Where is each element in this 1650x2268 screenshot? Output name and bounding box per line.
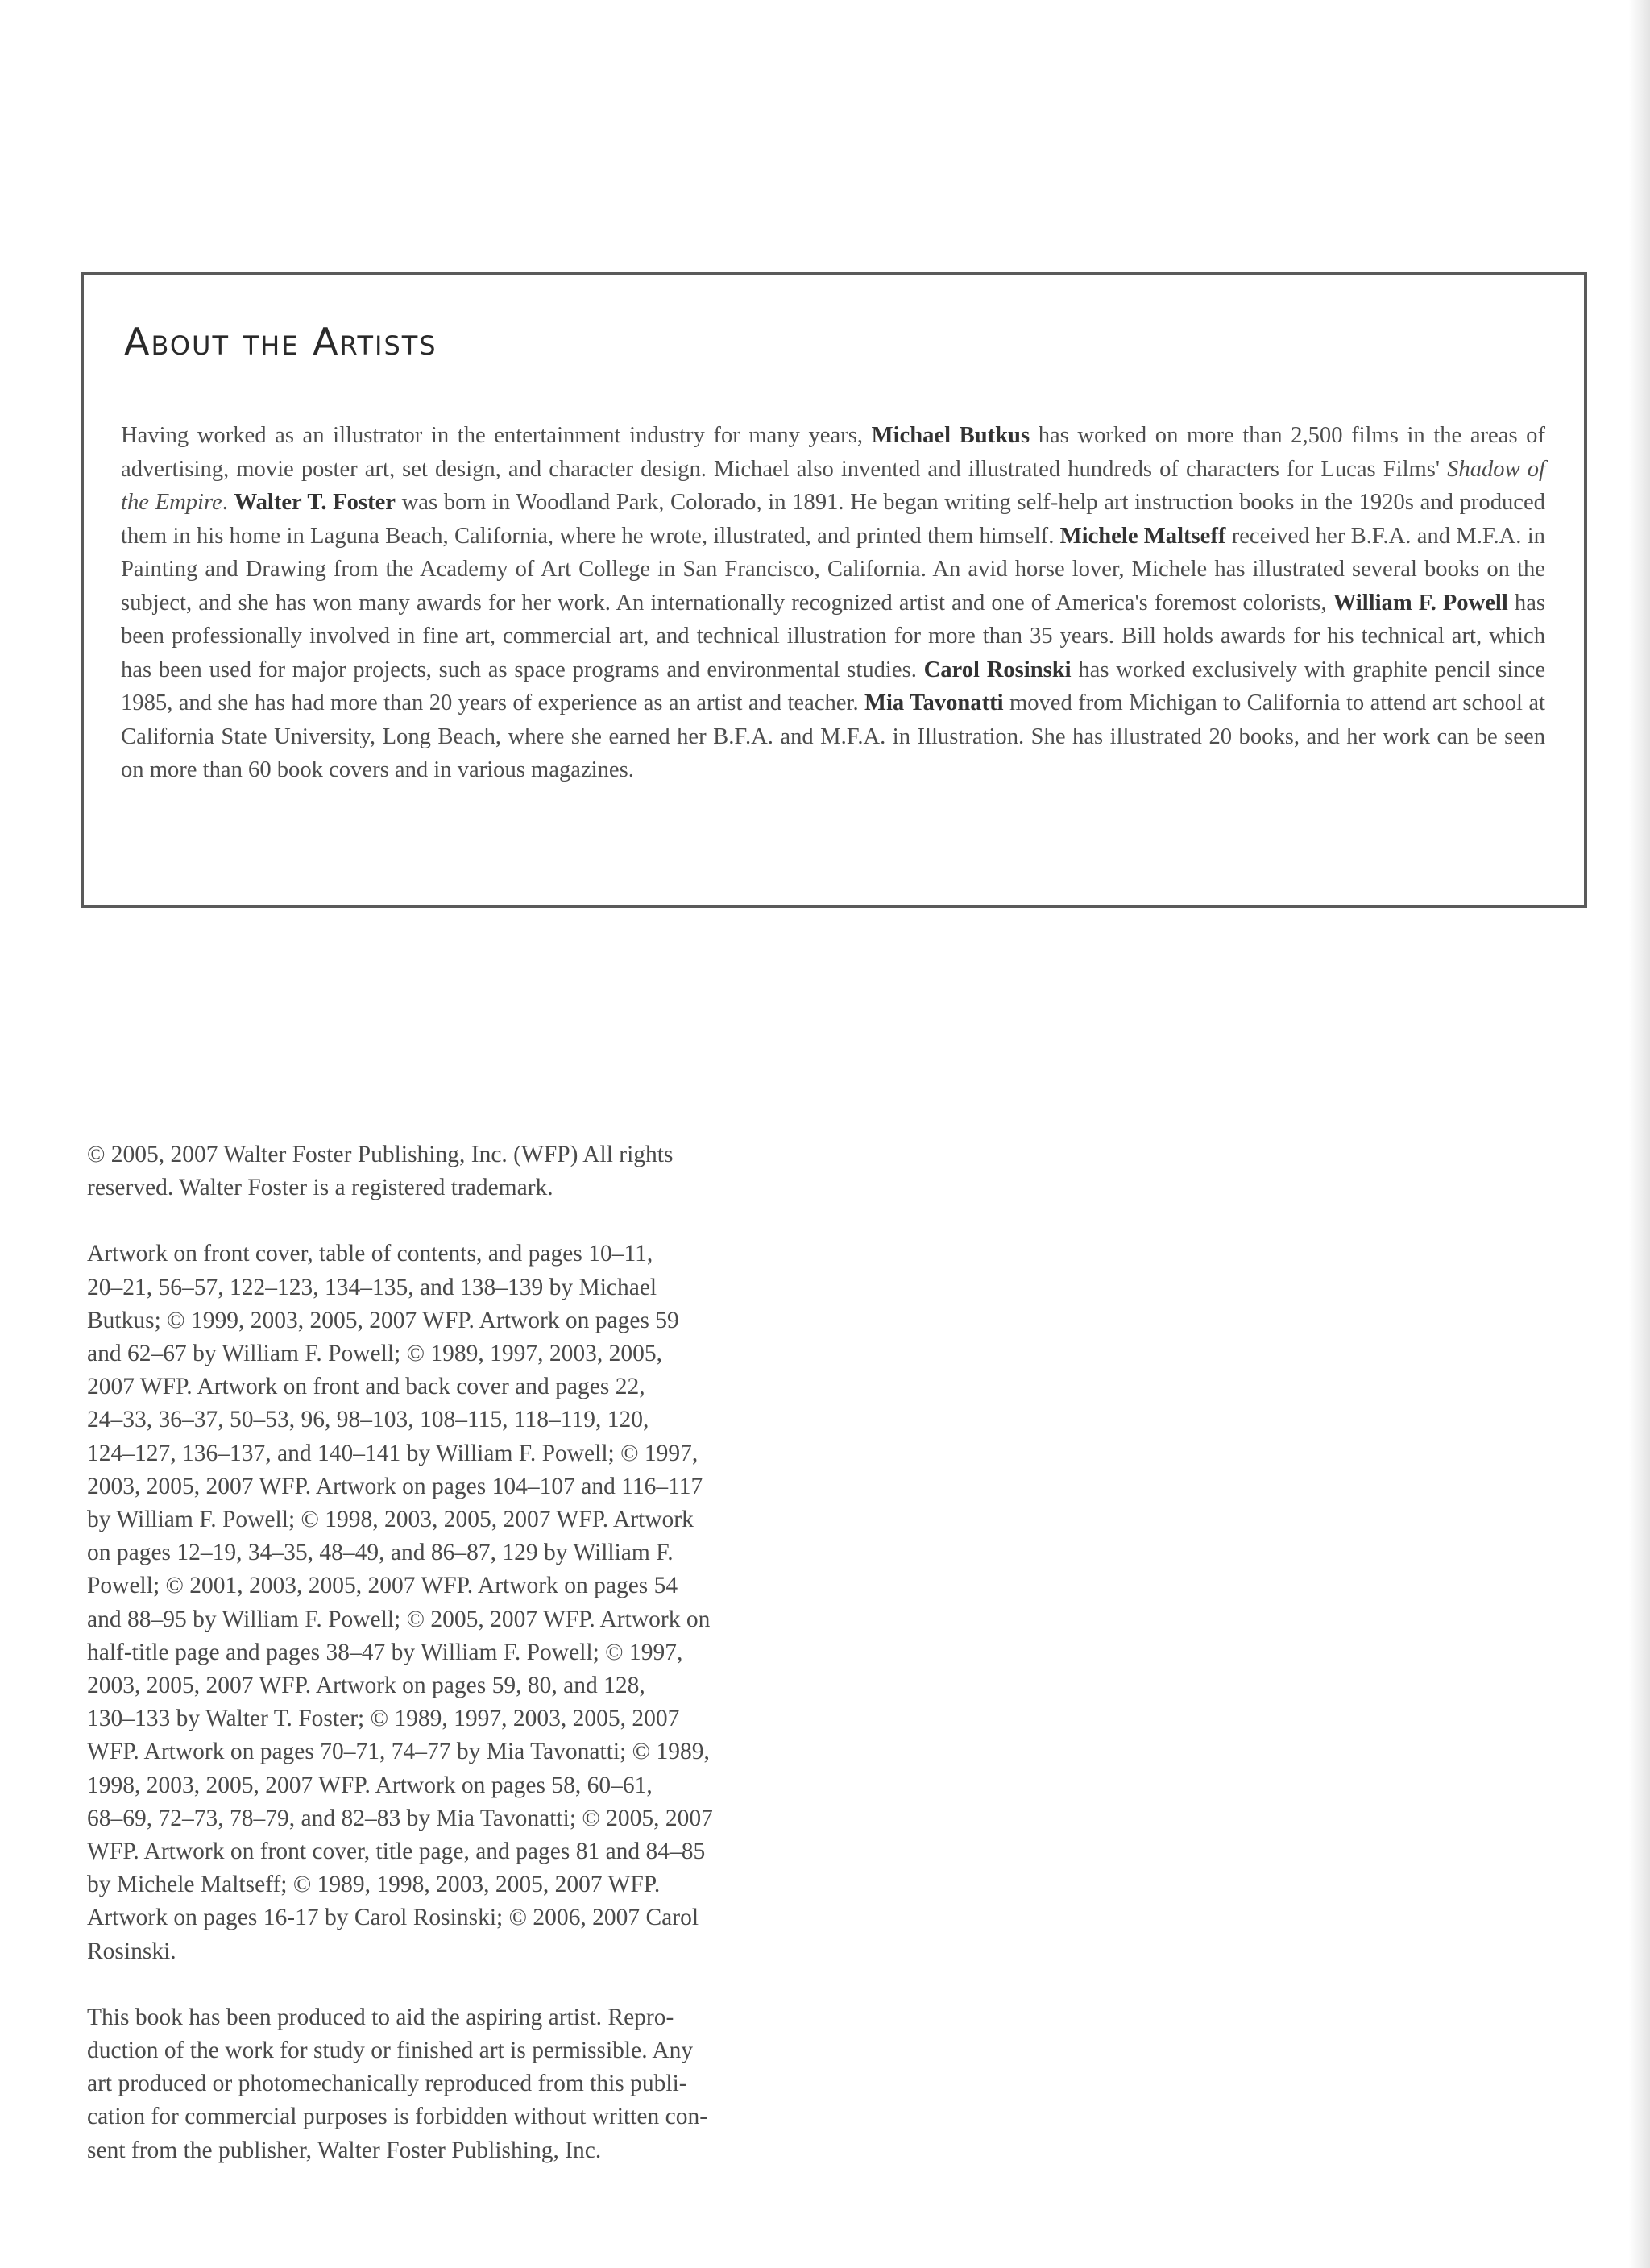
text-line: 130–133 by Walter T. Foster; © 1989, 1997, 2003, 2005, 2007: [87, 1706, 680, 1732]
text-line: WFP. Artwork on front cover, title page, and pages 81 and 84–85: [87, 1839, 706, 1865]
paragraph-text: has worked exclusively with graphite pencil since 1985, and she has had more than 20 years of experience as an artist and teacher.: [121, 657, 1546, 715]
paragraph-gap: [87, 1968, 812, 2001]
text-line: half-title page and pages 38–47 by William F. Powell; © 1997,: [87, 1639, 683, 1665]
text-line: Artwork on front cover, table of contents, and pages 10–11,: [87, 1241, 653, 1267]
copyright-notice: [87, 1138, 812, 1204]
text-line: Powell; © 2001, 2003, 2005, 2007 WFP. Artwork on pages 54: [87, 1573, 678, 1599]
work-title: Shadow of the Empire: [121, 456, 1545, 515]
artist-name: Michele Maltseff: [1059, 523, 1226, 549]
text-line: cation for commercial purposes is forbidden without written con-: [87, 2104, 708, 2130]
text-line: reserved. Walter Foster is a registered trademark.: [87, 1175, 553, 1201]
text-line: duction of the work for study or finished art is permissible. Any: [87, 2038, 694, 2064]
about-the-artists-paragraph: [121, 419, 1545, 787]
paragraph-text: moved from Michigan to California to attend art school at California State University, Long Beach, where she earned her B.F.A. and M.F.A. in Illustration. She has illustrated 20 books, and her work can be seen on more than 60 book covers and in various magazines.: [121, 690, 1545, 782]
paragraph-text: has worked on more than 2,500 films in the areas of advertising, movie poster art, set design, and character design. Michael also invented and illustrated hundreds of characters for Lucas Films': [121, 423, 1545, 482]
text-line: WFP. Artwork on pages 70–71, 74–77 by Mia Tavonatti; © 1989,: [87, 1739, 710, 1765]
text-line: Butkus; © 1999, 2003, 2005, 2007 WFP. Artwork on pages 59: [87, 1307, 679, 1333]
artist-name: Walter T. Foster: [234, 490, 396, 515]
paragraph-gap: [87, 1204, 812, 1238]
about-the-artists-box: [81, 272, 1587, 908]
text-line: 124–127, 136–137, and 140–141 by William F. Powell; © 1997,: [87, 1440, 699, 1466]
artwork-credits: [87, 1238, 812, 1967]
text-line: 20–21, 56–57, 122–123, 134–135, and 138–139 by Michael: [87, 1274, 657, 1300]
text-line: by Michele Maltseff; © 1989, 1998, 2003, 2005, 2007 WFP.: [87, 1872, 661, 1898]
artist-name: Carol Rosinski: [923, 657, 1072, 682]
reproduction-notice: [87, 2001, 812, 2167]
artist-name: William F. Powell: [1333, 590, 1508, 616]
text-line: sent from the publisher, Walter Foster Publishing, Inc.: [87, 2137, 602, 2163]
text-line: Rosinski.: [87, 1938, 176, 1964]
page-scan-edge: [1629, 0, 1650, 2268]
artist-name: Michael Butkus: [871, 423, 1030, 448]
text-line: 1998, 2003, 2005, 2007 WFP. Artwork on pages 58, 60–61,: [87, 1772, 653, 1798]
text-line: art produced or photomechanically reproduced from this publi-: [87, 2071, 687, 2097]
text-line: 2003, 2005, 2007 WFP. Artwork on pages 104–107 and 116–117: [87, 1473, 703, 1499]
paragraph-text: received her B.F.A. and M.F.A. in Painting and Drawing from the Academy of Art College in San Francisco, California. An avid horse lover, Michele has illustrated several books on the subject, and she has won many awards for her work. An internationally recognized artist and one of America's foremost colorists,: [121, 523, 1545, 616]
text-line: This book has been produced to aid the aspiring artist. Repro-: [87, 2004, 674, 2030]
text-line: and 88–95 by William F. Powell; © 2005, 2007 WFP. Artwork on: [87, 1606, 711, 1632]
copyright-credits: [87, 1138, 812, 2167]
section-title: About the Artists: [124, 320, 437, 363]
text-line: 68–69, 72–73, 78–79, and 82–83 by Mia Tavonatti; © 2005, 2007: [87, 1805, 713, 1831]
paragraph-text: Having worked as an illustrator in the entertainment industry for many years,: [121, 423, 872, 448]
text-line: 2007 WFP. Artwork on front and back cover and pages 22,: [87, 1374, 645, 1400]
text-line: by William F. Powell; © 1998, 2003, 2005, 2007 WFP. Artwork: [87, 1507, 694, 1533]
artist-name: Mia Tavonatti: [864, 690, 1004, 715]
paragraph-text: .: [222, 490, 234, 515]
text-line: 24–33, 36–37, 50–53, 96, 98–103, 108–115, 118–119, 120,: [87, 1407, 649, 1433]
text-line: Artwork on pages 16-17 by Carol Rosinski; © 2006, 2007 Carol: [87, 1905, 699, 1931]
text-line: on pages 12–19, 34–35, 48–49, and 86–87, 129 by William F.: [87, 1540, 674, 1566]
text-line: and 62–67 by William F. Powell; © 1989, 1997, 2003, 2005,: [87, 1341, 663, 1367]
paragraph-text: has been professionally involved in fine art, commercial art, and technical illustration for more than 35 years. Bill holds awards for his technical art, which has been used for major projects, such as space programs and environmental studies.: [121, 590, 1546, 682]
paragraph-text: was born in Woodland Park, Colorado, in 1891. He began writing self-help art instruction books in the 1920s and produced them in his home in Laguna Beach, California, where he wrote, illustrated, and printed them himself.: [121, 490, 1545, 549]
text-line: © 2005, 2007 Walter Foster Publishing, Inc. (WFP) All rights: [87, 1142, 674, 1167]
text-line: 2003, 2005, 2007 WFP. Artwork on pages 59, 80, and 128,: [87, 1673, 645, 1699]
